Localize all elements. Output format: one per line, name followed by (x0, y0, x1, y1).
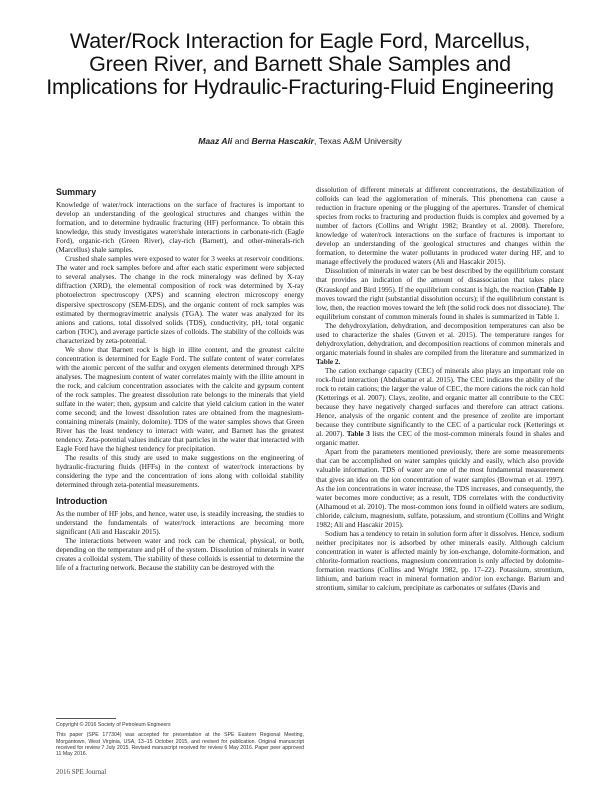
body-paragraph-6: Sodium has a tendency to retain in solution form after it dissolves. Hence, sodium neither precipitates nor is adsorbed by other minerals easily. Although calcium concentration in water is affected mainly by ion-exchange, dolomite-formation, and chlorite-formation reactions, magnesium concentration is only affected by dolomite-formation reactions (Collins and Wright 1982, pp. 17–22). Potassium, strontium, lithium, and barium react in mineral formation and/or ion exchange. Barium and strontium, similar to calcium, precipitate as carbonates or sulfates (Davis and (316, 529, 564, 593)
paper-title: Water/Rock Interaction for Eagle Ford, Marcellus, Green River, and Barnett Shale Samples and Implications for Hydraulic-Fracturing-Fluid Engineering (46, 29, 554, 99)
body-paragraph-3 (316, 322, 564, 367)
summary-paragraph-1: Knowledge of water/rock interactions on the surface of fractures is important to develop an understanding of the geological structures and changes within the formation, and to determine hydraulic fracturing (HF) performance. To obtain this knowledge, this study investigates water/shale interactions in carbonate-rich (Eagle Ford), organic-rich (Green River), clay-rich (Barnett), and other-minerals-rich (Marcellus) shale samples. (56, 201, 304, 255)
footnote-rule (56, 718, 116, 719)
summary-paragraph-2: Crushed shale samples were exposed to water for 3 weeks at reservoir conditions. The water and rock samples before and after each static experiment were subjected to several analyses. The change in the rock mineralogy was defined by X-ray diffraction (XRD), the elemental composition of rock was determined by X-ray photoelectron spectroscopy (XPS) and scanning electron microscopy energy dispersive spectroscopy (SEM-EDS), and the organic content of rock samples was estimated by thermogravimetric analysis (TGA). The water was analyzed for its anions and cations, total dissolved solids (TDS), conductivity, pH, total organic carbon (TOC), and average particle sizes of colloids. The stability of the colloids was characterized by zeta-potential. (56, 255, 304, 345)
author-line (40, 136, 560, 146)
author-name-2: Berna Hascakir (251, 136, 315, 146)
body-paragraph-2 (316, 267, 564, 321)
author-name-1: Maaz Ali (198, 136, 233, 146)
introduction-heading: Introduction (56, 495, 108, 506)
summary-paragraph-4: The results of this study are used to make suggestions on the engineering of hydraulic-fracturing fluids (HFFs) in the context of water/rock interactions by considering the type and the concentration of ions along with colloidal stability determined through zeta-potential measurements. (56, 454, 304, 490)
introduction-paragraph-2: The interactions between water and rock can be chemical, physical, or both, depending on the temperature and pH of the system. Dissolution of minerals in water creates a colloidal system. The stability of these colloids is essential to determine the life of a fracturing network. Because the stability can be destroyed with the (56, 536, 304, 572)
author-affiliation: , Texas A&M University (314, 136, 402, 146)
footnote (56, 718, 304, 761)
text-run: The dehydroxylation, dehydration, and decomposition temperatures can also be used to characterize the shales (Guven et al. 2015). The temperature ranges for dehydroxylation, dehydration, and decomposition reactions of common minerals and organic materials found in shales are compiled from the literature and summarized in (316, 321, 564, 357)
manuscript-note: This paper (SPE 177304) was accepted for presentation at the SPE Eastern Regional Meeting, Morgantown, West Virginia, USA, 13–15 October 2015, and revised for publication. Original manuscript received for review 7 July 2015. Revised manuscript received for review 6 May 2016. Paper peer approved 11 May 2016. (56, 732, 304, 758)
text-run: moves toward the right (substantial dissolution occurs); if the equilibrium constant is low, then, the reaction moves toward the left (the solid rock does not dissociate). The equilibrium constant of common minerals found in shales is summarized in Table 1. (316, 294, 564, 321)
copyright-line: Copyright © 2016 Society of Petroleum Engineers (56, 722, 171, 728)
text-run: lists the CEC of the most-common minerals found in shales and organic matter. (316, 430, 564, 448)
body-paragraph-1: dissolution of different minerals at different concentrations, the destabilization of colloids can lead the agglomeration of minerals. This phenomena can cause a reduction in fracture opening or the plugging of the apertures. Transfer of chemical species from rocks to fracturing and production fluids is complex and governed by a number of factors (Collins and Wright 1982; Brantley et al. 2008). Therefore, knowledge of water/rock interactions on the surface of fractures is important to develop an understanding of the geological structures and changes within the formation, to determine the water pollutants in produced water during HF, and to manage effectively the produced waters (Ali and Hascakir 2015). (316, 186, 564, 267)
author-conjunction: and (234, 136, 250, 146)
table-ref-3: Table 3 (346, 430, 370, 439)
introduction-paragraph-1: As the number of HF jobs, and hence, water use, is steadily increasing, the studies to understand the fundamentals of water/rock interactions are becoming more significant (Ali and Hascakir 2015). (56, 509, 304, 536)
body-paragraph-4 (316, 367, 564, 448)
summary-paragraph-3: We show that Barnett rock is high in illite content, and the greatest calcite concentration is determined for Eagle Ford. The sulfate content of water correlates with the atomic percent of the sulfur and oxygen elements determined through XPS analyses. The magnesium content of water correlates mainly with the illite amount in the rock, and calcium concentration associates with the calcite and gypsum content of the rock samples. The greatest dissolution rate belongs to the minerals that yield sulfate in the water; then, gypsum and calcite that yield calcium cation in the water come second; and the lowest dissolution rates are obtained from the magnesium-containing minerals (mainly, dolomite). TDS of the water samples shows that Green River has the least tendency to interact with water, and Barnett has the greatest tendency. Zeta-potential values indicate that particles in the water that interacted with Eagle Ford have the highest tendency for precipitation. (56, 345, 304, 454)
journal-footer: 2016 SPE Journal (56, 768, 107, 776)
right-column (316, 186, 564, 751)
summary-heading: Summary (56, 187, 97, 197)
table-ref-1: (Table 1) (536, 285, 564, 294)
text-run: Dissolution of minerals in water can be best described by the equilibrium constant that provides an indication of the amount of disassociation that takes place (Krauskopf and Bird 1995). If the equilibrium constant is high, the reaction (316, 267, 564, 294)
body-paragraph-5: Apart from the parameters mentioned previously, there are some measurements that can be accomplished on water samples quickly and easily, which also provide valuable information. TDS of water are one of the most fundamental measurement that gives an idea on the ion concentration of water samples (Bowman et al. 1997). As the ion concentrations in water increase, the TDS increases, and consequently, the water becomes more conductive; as a result, TDS correlates with the conductivity (Alhamoud et al. 2010). The most-common ions found in oilfield waters are sodium, chloride, calcium, magnesium, sulfate, potassium, and strontium (Collins and Wright 1982; Ali and Hascakir 2015). (316, 448, 564, 529)
left-column (56, 187, 304, 752)
text-run: The cation exchange capacity (CEC) of minerals also plays an important role on rock-fluid interaction (Abdulsattar et al. 2015). The CEC indicates the ability of the rock to retain cations; the larger the value of CEC, the more cations the rock can hold (Ketterings et al. 2007). Clays, zeolite, and organic matter all contribute to the CEC because they have negatively charged surfaces and therefore can attract cations. Hence, analysis of the organic content and the presence of zeolite are important because they contribute significantly to the CEC of a particular rock (Ketterings et al. 2007). (316, 366, 564, 439)
table-ref-2: Table 2. (316, 357, 341, 366)
